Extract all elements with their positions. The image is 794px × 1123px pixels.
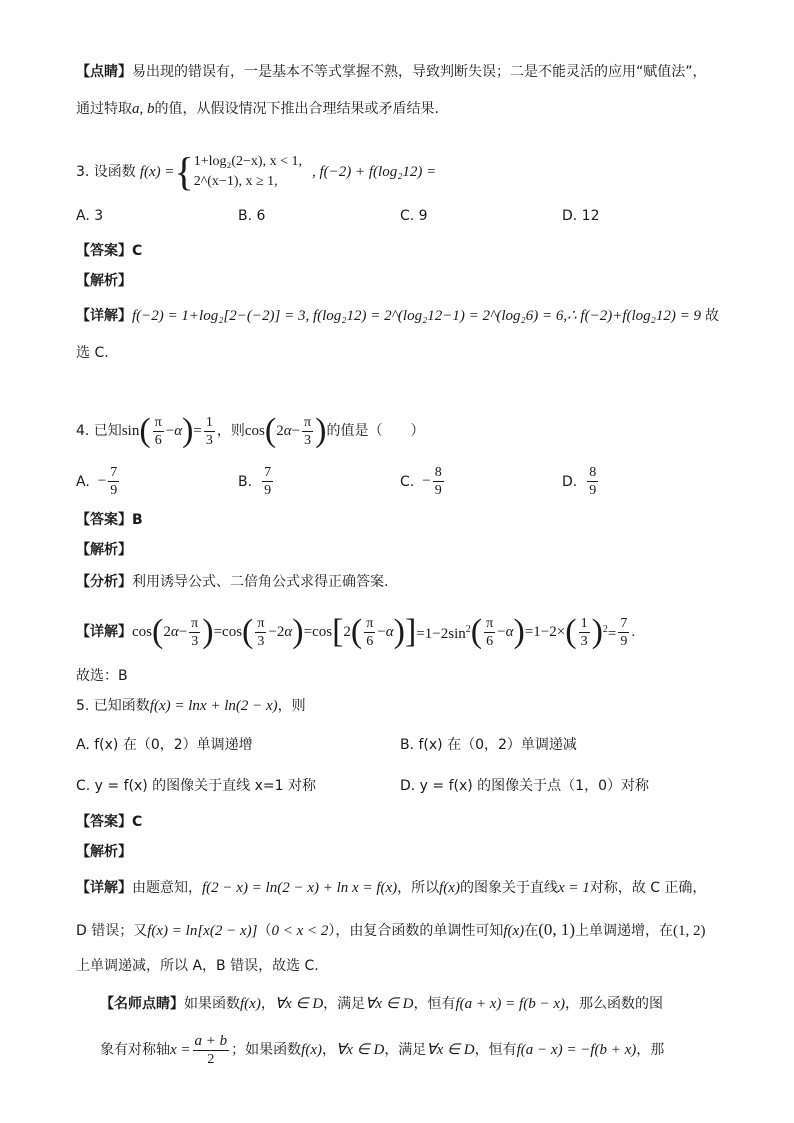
q5-t1e: ，那么函数的图 [564,996,663,1012]
q3-detail-end: 故 [704,308,719,324]
q5-d1f2: f(x) [439,880,460,896]
q5-tip-tag: 【名师点睛】 [100,996,184,1012]
q4-fenxi-tag: 【分析】 [76,574,132,590]
q5-t1b: ， [260,996,275,1012]
q5-d2i2: (1, 2) [673,923,706,939]
tip-vars: a, b [132,101,155,117]
q4-option-a-den: 9 [110,483,118,498]
q4-stem-a: 4. 已知 [76,423,122,439]
q5-d2b: （ [257,923,272,939]
q3-option-a: A. 3 [76,208,104,224]
q4-option-a-num: 7 [110,465,118,480]
q5-answer: 【答案】C [76,814,143,830]
q3-fx: f(x) = [139,164,175,180]
q5-detail-tag: 【详解】 [76,880,132,896]
q5-d2f: f(x) = ln[x(2 − x)] [147,923,258,939]
q4-detail: 【详解】 cos ( 2 α − $\frac{\pi}{3}$ ) =cos ( $\frac{\pi}{3}$ −2 α ) =cos [ 2 ( $\frac{\pi}{6}$ − α ) ] $=1-2\sin^2$ ( $\frac{\pi}{6}$ − α ) =1−2× ( $\frac{1}{3}$ ) $^2$= $\frac{7}{9}$ . [76,613,636,650]
q5-d2a: D 错误；又 [76,923,148,939]
q5-t1-forall: ∀x ∈ D [274,996,324,1012]
q4-option-b-num: 7 [264,465,272,480]
q3-answer: 【答案】C [76,243,143,259]
q4-option-d-den: 9 [589,483,597,498]
q3-detail [76,306,718,326]
q3-brace: { [174,149,194,194]
q5-t2f: ，那 [636,1042,665,1058]
tip-tag: 【点睛】 [76,64,132,80]
q4-option-c-den: 9 [434,483,442,498]
q3-option-d: D. 12 [562,208,600,224]
q5-d2c: 0 < x < 2 [271,923,329,939]
q3-case1: 1+log₂(2−x), x < 1, [193,154,302,169]
q5-d1f: f(2 − x) = ln(2 − x) + ln x = f(x) [202,880,398,896]
q4-option-a-label: A. [76,473,90,490]
q5-t2a: 象有对称轴 [100,1042,170,1058]
q4-conclusion: 故选：B [76,668,128,684]
q5-t2-axis: x = [170,1042,191,1058]
q5-d2f2: f(x) [503,923,525,939]
q4-option-b [238,464,275,499]
q3-tail: , f(−2) + f(log₂12) = [311,164,437,180]
q4-option-c-label: C. [400,473,415,490]
q3-analysis-heading: 【解析】 [76,273,132,289]
q5-stem-b: ，则 [277,698,306,714]
tip-paragraph-line2 [76,99,718,119]
q5-d1x: x = 1 [557,880,590,896]
q3-detail-line2: 选 C. [76,345,109,361]
q5-d1c: 的图象关于直线 [459,880,558,896]
q5-t2-forall: ∀x ∈ D [335,1042,385,1058]
q5-t2e: ，恒有 [474,1042,517,1058]
q5-t1-forall-2: ∀x ∈ D [365,996,414,1012]
q5-t1d: ，恒有 [413,996,456,1012]
q4-stem-b: ，则 [216,423,245,439]
q5-t2-fx: f(x) [301,1042,322,1058]
q5-tip-line2 [100,1028,718,1072]
q4-stem-c: 的值是（ ） [326,423,425,439]
q4-option-a-sign: − [97,473,107,489]
q5-stem-a: 5. 已知函数 [76,698,150,714]
q5-t2d: ，满足 [384,1042,427,1058]
q5-t2-den: 2 [207,1051,215,1067]
q5-option-c: C. y = f(x) 的图像关于直线 x=1 对称 [76,778,317,794]
q5-stem [76,696,718,716]
q5-option-a: A. f(x) 在（0，2）单调递增 [76,737,253,753]
q3-case2: 2^(x−1), x ≥ 1, [193,174,278,189]
q3-stem-text: 3. 设函数 [76,164,136,180]
q5-option-d: D. y = f(x) 的图像关于点（1，0）对称 [400,778,649,794]
q5-t1a: 如果函数 [184,996,240,1012]
q5-t2-num: a + b [194,1032,228,1049]
q5-d1d: 对称，故 C 正确， [589,880,707,896]
q5-detail-line1 [76,878,718,898]
q5-stem-f: f(x) = lnx + ln(2 − x) [149,698,278,714]
q5-option-b: B. f(x) 在（0，2）单调递减 [400,737,577,753]
q4-analysis-heading: 【解析】 [76,542,132,558]
q3-cases [194,152,302,192]
q5-t2-sym: f(a − x) = −f(b + x) [516,1042,637,1058]
q5-t1c: ，满足 [323,996,366,1012]
q5-d1a: 由题意知， [132,880,202,896]
q3-stem [76,150,718,194]
q4-option-c-num: 8 [434,465,442,480]
q3-option-c: C. 9 [400,208,428,224]
q4-fenxi-text: 利用诱导公式、二倍角公式求得正确答案. [132,574,389,590]
q4-option-d [562,464,600,499]
q5-d2i: (0, 1) [538,920,576,939]
q5-t1-sym: f(a + x) = f(b − x) [455,996,565,1012]
q4-option-d-label: D. [562,473,578,490]
q5-detail-line3: 上单调递减，所以 A，B 错误，故选 C. [76,958,319,974]
q4-detail-tag: 【详解】 [76,624,132,640]
q5-d1b: ，所以 [397,880,440,896]
q5-tip-line1 [100,994,718,1014]
q5-d2g: 上单调递增，在 [575,923,674,939]
q4-stem: 4. 已知 sin ( $\frac{\pi}{6}$ − α ) = $\frac{1}{3}$ ，则 cos ( 2 α − $\frac{\pi}{3}$ ) 的值是（ ） [76,412,425,449]
q4-option-b-label: B. [238,473,253,490]
q5-detail-line2 [76,920,718,941]
q3-detail-tag: 【详解】 [76,308,132,324]
q4-option-a [76,464,121,499]
tip-text-1: 易出现的错误有，一是基本不等式掌握不熟，导致判断失误；二是不能灵活的应用“赋值法”， [132,64,707,80]
q4-option-b-den: 9 [264,483,272,498]
q3-option-b: B. 6 [238,208,266,224]
q4-option-c-sign: − [422,473,431,489]
q5-t1-fx: f(x) [240,996,261,1012]
q5-t2-forall-2: ∀x ∈ D [426,1042,475,1058]
q5-t2c: ， [321,1042,336,1058]
tip-paragraph-line1 [76,62,718,82]
q5-d2d: ），由复合函数的单调性可知 [328,923,504,939]
q4-option-d-num: 8 [589,465,597,480]
q4-fenxi [76,572,718,592]
tip-text-2b: 的值，从假设情况下推出合理结果或矛盾结果. [154,101,439,117]
q5-analysis-heading: 【解析】 [76,844,132,860]
q3-detail-math: f(−2) = 1+log₂[2−(−2)] = 3, f(log₂12) = 2^(log₂12−1) = 2^(log₂6) = 6,∴ f(−2)+f(log₂12) = 9 [132,308,701,324]
q5-t2b: ；如果函数 [231,1042,302,1058]
q5-d2e: 在 [524,923,539,939]
q4-answer: 【答案】B [76,512,143,528]
q4-option-c [400,464,446,499]
tip-text-2a: 通过特取 [76,101,132,117]
